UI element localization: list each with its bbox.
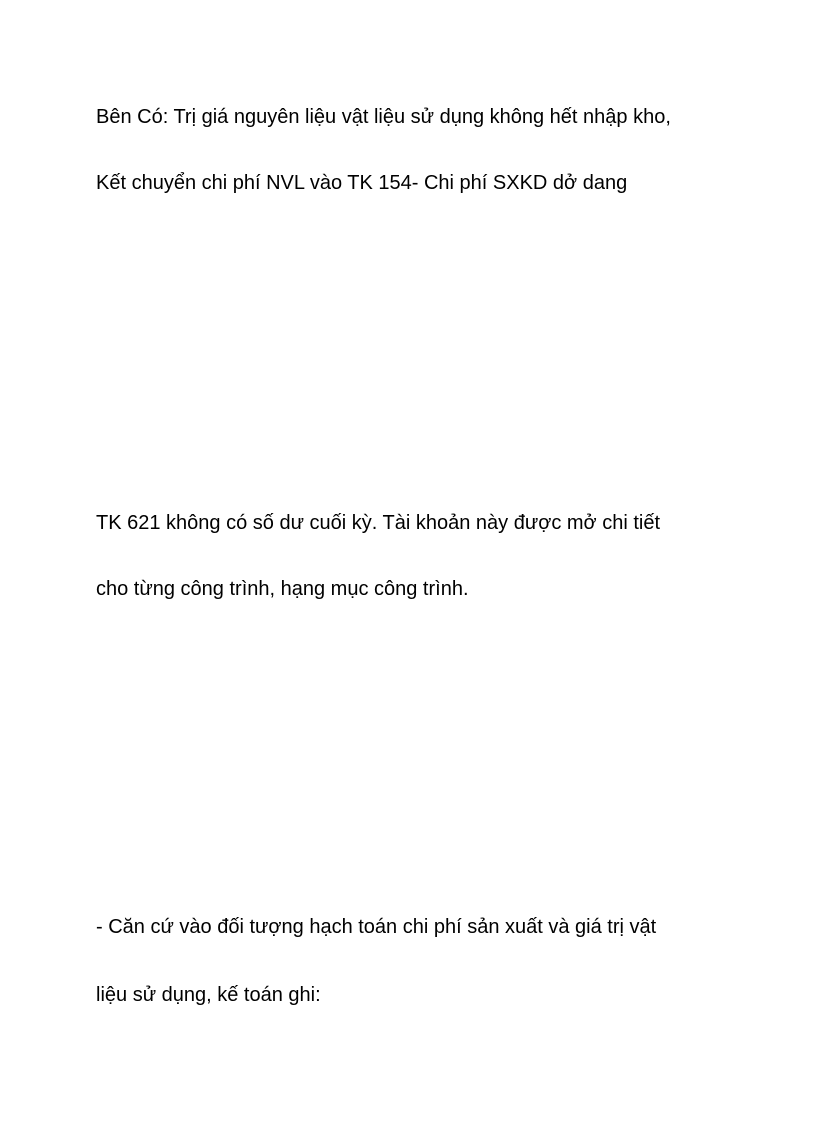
paragraph-2-line-1: TK 621 không có số dư cuối kỳ. Tài khoản này được mở chi tiết: [96, 512, 661, 534]
paragraph-1-line-1: Bên Có: Trị giá nguyên liệu vật liệu sử dụng không hết nhập kho,: [96, 106, 671, 128]
paragraph-2-line-2: cho từng công trình, hạng mục công trình.: [96, 578, 469, 600]
paragraph-3-line-1: - Căn cứ vào đối tượng hạch toán chi phí sản xuất và giá trị vật: [96, 916, 657, 938]
paragraph-1-line-2: Kết chuyển chi phí NVL vào TK 154- Chi phí SXKD dở dang: [96, 172, 628, 194]
paragraph-3-line-2: liệu sử dụng, kế toán ghi:: [96, 984, 321, 1006]
